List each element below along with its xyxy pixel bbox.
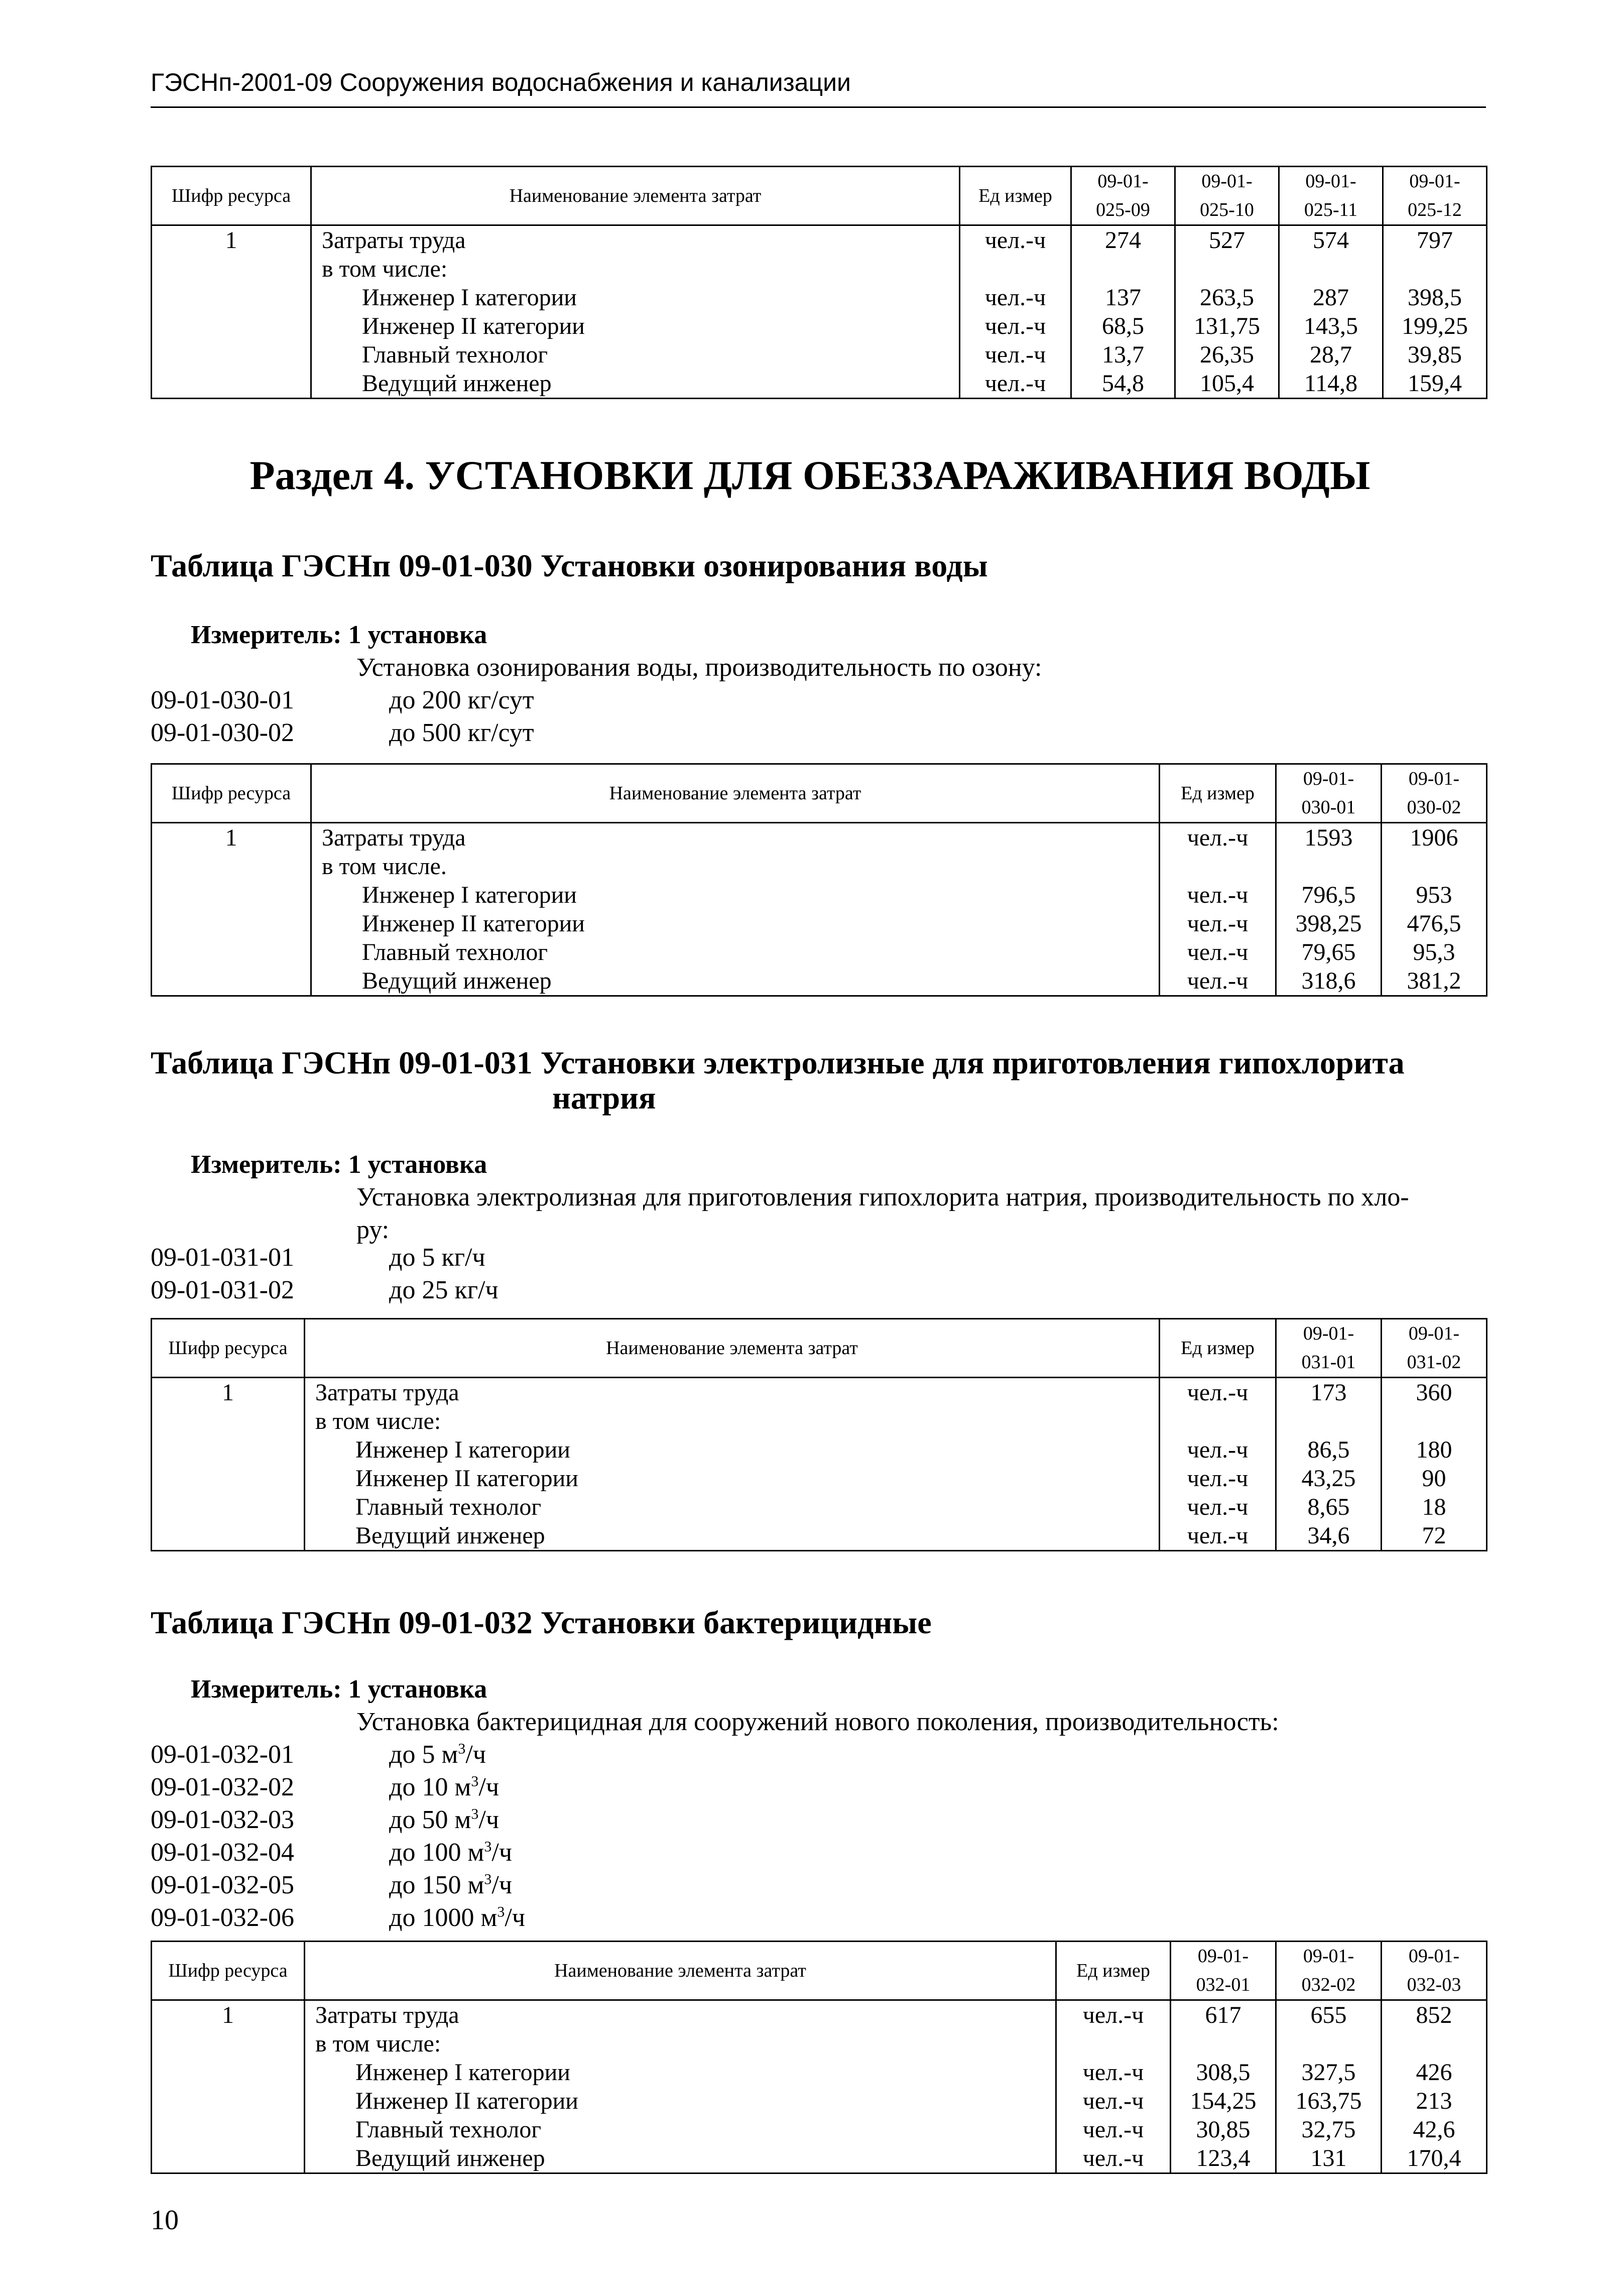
name-cell: Затраты труда в том числе: Инженер I категории Инженер II категории Главный технолог Ведущий инженер [311, 225, 960, 399]
col-header-unit: Ед измер [960, 167, 1071, 225]
col-header-norm: 09-01- 025-11 [1279, 167, 1383, 225]
item-text: до 10 $м^3/ч$ [389, 1773, 499, 1801]
col-header-unit: Ед измер [1160, 764, 1276, 823]
header-rule [151, 106, 1486, 108]
col-header-code: Шифр ресурса [152, 1319, 305, 1378]
code-cell: 1 [152, 1378, 305, 1551]
table-title-031-cont: натрия [552, 1080, 656, 1116]
value-cell: 527 263,5 131,75 26,35 105,4 [1175, 225, 1279, 399]
cost-table-031 [151, 1318, 1487, 1551]
item-text: до 500 кг/сут [389, 718, 534, 747]
value-cell: 274 137 68,5 13,7 54,8 [1071, 225, 1175, 399]
col-header-norm: 09-01- 030-01 [1276, 764, 1382, 823]
item-code: 09-01-032-04 [151, 1838, 294, 1867]
value-cell: 360 180 90 18 72 [1382, 1378, 1487, 1551]
value-cell: 655 327,5 163,75 32,75 131 [1276, 2000, 1382, 2173]
table-description-cont: ру: [356, 1216, 390, 1244]
table-title-032: Таблица ГЭСНп 09-01-032 Установки бактерицидные [151, 1605, 932, 1640]
value-cell: 852 426 213 42,6 170,4 [1382, 2000, 1487, 2173]
unit-cell: чел.-ч чел.-ч чел.-ч чел.-ч чел.-ч [960, 225, 1071, 399]
col-header-norm: 09-01- 032-02 [1276, 1942, 1382, 2000]
item-code: 09-01-032-02 [151, 1773, 294, 1801]
item-code: 09-01-030-01 [151, 686, 294, 714]
col-header-name: Наименование элемента затрат [311, 764, 1160, 823]
unit-cell: чел.-ч чел.-ч чел.-ч чел.-ч чел.-ч [1160, 1378, 1276, 1551]
running-header: ГЭСНп-2001-09 Сооружения водоснабжения и канализации [151, 68, 851, 96]
table-description: Установка электролизная для приготовления гипохлорита натрия, производительность по хло- [356, 1183, 1409, 1212]
item-code: 09-01-032-01 [151, 1740, 294, 1769]
name-cell: Затраты труда в том числе. Инженер I категории Инженер II категории Главный технолог Ведущий инженер [311, 823, 1160, 996]
col-header-norm: 09-01- 025-09 [1071, 167, 1175, 225]
col-header-norm: 09-01- 030-02 [1382, 764, 1487, 823]
table-description: Установка бактерицидная для сооружений нового поколения, производительность: [356, 1708, 1279, 1736]
col-header-norm: 09-01- 025-12 [1383, 167, 1487, 225]
value-cell: 617 308,5 154,25 30,85 123,4 [1171, 2000, 1276, 2173]
col-header-unit: Ед измер [1160, 1319, 1276, 1378]
col-header-norm: 09-01- 032-03 [1382, 1942, 1487, 2000]
page-number: 10 [151, 2205, 179, 2236]
measure-line: Измеритель: 1 установка [191, 621, 487, 649]
col-header-norm: 09-01- 025-10 [1175, 167, 1279, 225]
section-title: Раздел 4. УСТАНОВКИ ДЛЯ ОБЕЗЗАРАЖИВАНИЯ ВОДЫ [250, 452, 1370, 498]
unit-cell: чел.-ч чел.-ч чел.-ч чел.-ч чел.-ч [1056, 2000, 1171, 2173]
col-header-norm: 09-01- 031-01 [1276, 1319, 1382, 1378]
item-text: до 25 кг/ч [389, 1276, 499, 1304]
col-header-code: Шифр ресурса [152, 764, 311, 823]
measure-line: Измеритель: 1 установка [191, 1675, 487, 1704]
item-text: до 5 кг/ч [389, 1243, 485, 1272]
name-cell: Затраты труда в том числе: Инженер I категории Инженер II категории Главный технолог Ведущий инженер [305, 1378, 1160, 1551]
name-cell: Затраты труда в том числе: Инженер I категории Инженер II категории Главный технолог Ведущий инженер [305, 2000, 1056, 2173]
item-code: 09-01-032-03 [151, 1805, 294, 1834]
value-cell: 1906 953 476,5 95,3 381,2 [1382, 823, 1487, 996]
col-header-norm: 09-01- 032-01 [1171, 1942, 1276, 2000]
code-cell: 1 [152, 823, 311, 996]
code-cell: 1 [152, 225, 311, 399]
item-code: 09-01-030-02 [151, 718, 294, 747]
item-code: 09-01-031-02 [151, 1276, 294, 1304]
col-header-code: Шифр ресурса [152, 1942, 305, 2000]
item-text: до 1000 $м^3/ч$ [389, 1903, 525, 1932]
item-code: 09-01-032-05 [151, 1871, 294, 1899]
cost-table-025 [151, 166, 1487, 399]
cost-table-032 [151, 1941, 1487, 2174]
item-code: 09-01-031-01 [151, 1243, 294, 1272]
code-cell: 1 [152, 2000, 305, 2173]
col-header-name: Наименование элемента затрат [305, 1319, 1160, 1378]
col-header-unit: Ед измер [1056, 1942, 1171, 2000]
value-cell: 173 86,5 43,25 8,65 34,6 [1276, 1378, 1382, 1551]
item-text: до 100 $м^3/ч$ [389, 1838, 512, 1867]
col-header-name: Наименование элемента затрат [305, 1942, 1056, 2000]
value-cell: 574 287 143,5 28,7 114,8 [1279, 225, 1383, 399]
item-text: до 200 кг/сут [389, 686, 534, 714]
value-cell: 797 398,5 199,25 39,85 159,4 [1383, 225, 1487, 399]
item-text: до 50 $м^3/ч$ [389, 1805, 499, 1834]
measure-line: Измеритель: 1 установка [191, 1150, 487, 1179]
col-header-norm: 09-01- 031-02 [1382, 1319, 1487, 1378]
col-header-code: Шифр ресурса [152, 167, 311, 225]
item-code: 09-01-032-06 [151, 1903, 294, 1932]
table-title-031: Таблица ГЭСНп 09-01-031 Установки электролизные для приготовления гипохлорита [151, 1045, 1405, 1080]
item-text: до 5 $м^3/ч$ [389, 1740, 486, 1769]
col-header-name: Наименование элемента затрат [311, 167, 960, 225]
table-title-030: Таблица ГЭСНп 09-01-030 Установки озонирования воды [151, 548, 988, 583]
value-cell: 1593 796,5 398,25 79,65 318,6 [1276, 823, 1382, 996]
cost-table-030 [151, 763, 1487, 997]
table-description: Установка озонирования воды, производительность по озону: [356, 653, 1042, 682]
unit-cell: чел.-ч чел.-ч чел.-ч чел.-ч чел.-ч [1160, 823, 1276, 996]
item-text: до 150 $м^3/ч$ [389, 1871, 512, 1899]
